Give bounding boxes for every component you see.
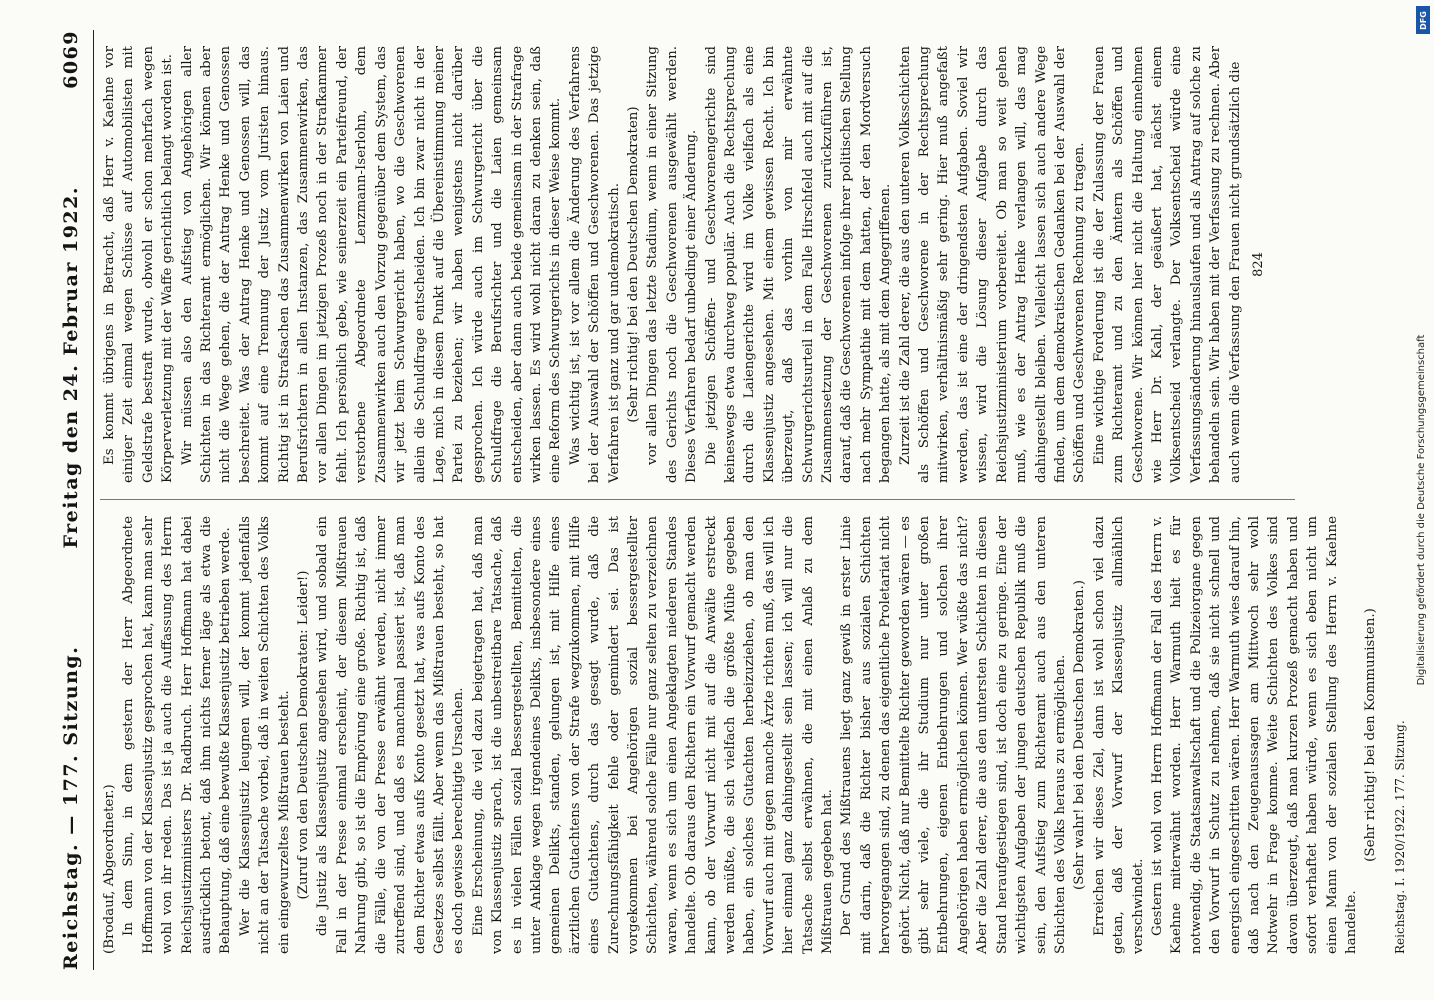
paragraph: Eine wichtige Forderung ist die der Zulassung der Frauen zum Richteramt und zu den Ämtern als Schöffen und Geschworene. Wir können hier nicht die Haltung einnehmen wie Herr Dr. Kahl, der geäußert hat, nächst einem Volksentscheid verlangte. Der Volksentscheid würde eine Verfassungsänderung hinauslaufen und als Antrag auf solche zu behandeln sein. Wir haben mit der Verfassung zu rechnen. Aber auch wenn die Verfassung den Frauen nicht grundsätzlich die [1091,46,1243,483]
page-footer-number: 824 [1250,252,1266,277]
paragraph: Erreichen wir dieses Ziel, dann ist wohl schon viel dazu getan, daß der Vorwurf der Klassenjustiz allmählich verschwindet. [1091,516,1146,954]
paragraph: In dem Sinn, in dem gestern der Herr Abgeordnete Hoffmann von der Klassenjustiz gesprochen hat, kann man sehr wohl von ihr reden. Das ist ja auch die Auffassung des Herrn Reichsjustizministers Dr. Radbruch. Herr Hoffmann hat dabei ausdrücklich betont, daß ihm nichts ferner läge als etwa die Behauptung, daß eine bewußte Klassenjustiz betrieben werde. [121,516,234,954]
paragraph: (Sehr wahr! bei den Deutschen Demokraten.) [1072,580,1088,890]
paragraph: Es kommt übrigens in Betracht, daß Herr v. Kaehne vor einiger Zeit einmal wegen Schüsse auf Automobilisten mit Geldstrafe bestraft wurde, obwohl er schon mehrfach wegen Körperverletzung mit der Waffe gerichtlich belangt worden ist. [102,46,176,483]
footer-text: Reichstag. I. 1920/1922. 177. Sitzung. [1392,720,1407,954]
left-paragraphs [119,516,1380,954]
header-center: Freitag den 24. Februar 1922. [60,186,82,549]
right-paragraphs [100,46,1245,483]
paragraph: vor allen Dingen das letzte Stadium, wenn in einer Sitzung des Gerichts noch die Geschworenen ausgewählt werden. Dieses Verfahren bedarf unbedingt einer Änderung. [645,46,700,483]
paragraph: Was wichtig ist, ist vor allem die Änderung des Verfahrens bei der Auswahl der Schöffen und Geschworenen. Das jetzige Verfahren ist ganz und gar undemokratisch. [567,46,622,483]
paragraph: Wer die Klassenjustiz leugnen will, der kommt jedenfalls nicht an der Tatsache vorbei, daß in weiten Schichten des Volks ein eingewurzeltes Mißtrauen besteht. [237,516,292,954]
paragraph: Gestern ist wohl von Herrn Hoffmann der Fall des Herrn v. Kaehne miterwähnt worden. Herr Warmuth hielt es für notwendig, die Staatsanwaltschaft und die Polizeiorgane gegen den Vorwurf in Schutz zu nehmen, daß sie nicht schnell und energisch eingeschritten wären. Herr Warmuth wies darauf hin, daß nach den Zeugenaussagen am Mittwoch sehr wohl Notwehr in Frage komme. Weite Schichten des Volkes sind davon überzeugt, daß man kurzen Prozeß gemacht haben und sofort verhaftet haben würde, wenn es sich eben nicht um einen Mann von der sozialen Stellung des Herrn v. Kaehne handelte. [1149,516,1359,954]
paragraph: (Sehr richtig! bei den Deutschen Demokraten) [625,106,641,423]
paragraph: Eine Erscheinung, die viel dazu beigetragen hat, daß man von Klassenjustiz sprach, ist die unbestreitbare Tatsache, daß es in vielen Fällen sozial Bessergestellten, Bemittelten, die unter Anklage wegen irgendeines Delikts, insbesondere eines gemeinen Delikts, standen, gelungen ist, mit Hilfe eines ärztlichen Gutachtens von der Strafe wegzukommen, mit Hilfe eines Gutachtens, durch das gesagt wurde, daß die Zurechnungsfähigkeit fehle oder gemindert sei. Das ist vorgekommen bei Angehörigen sozial bessergestellter Schichten, während solche Fälle nur ganz selten zu verzeichnen waren, wenn es sich um einen Angeklagten niederen Standes handelte. Ob daraus den Richtern ein Vorwurf gemacht werden kann, ob der Vorwurf nicht mit auf die Anwälte erstreckt werden müßte, die sich vielfach die größte Mühe gegeben haben, ein solches Gutachten herbeizuziehen, ob man den Vorwurf auch mit gegen manche Ärzte richten muß, das will ich hier einmal ganz dahingestellt sein lassen; ich will nur die Tatsache selbst erwähnen, die mit einen Anlaß zu dem Mißtrauen gegeben hat. [470,516,836,954]
paragraph: (Zuruf von den Deutschen Demokraten: Leider!) [296,570,312,900]
rotated-page [52,0,1407,1000]
dfg-logo: DFG [1416,6,1430,34]
paragraph: Der Grund des Mißtrauens liegt ganz gewiß in erster Linie mit darin, daß die Richter bisher aus sozialen Schichten hervorgegangen sind, zu denen das eigentliche Proletariat nicht gehört. Nicht, daß nur Bemittelte Richter geworden wären — es gibt sehr viele, die ihr Studium nur unter großen Entbehrungen, eigenen Entbehrungen und solchen ihrer Angehörigen haben ermöglichen können. Wer wüßte das nicht? Aber die Zahl derer, die aus den untersten Schichten in diesen Stand heraufgestiegen sind, ist doch eine zu geringe. Eine der wichtigsten Aufgaben der jungen deutschen Republik muß die sein, den Aufstieg zum Richteramt auch aus den unteren Schichten des Volks heraus zu ermöglichen. [839,516,1068,954]
paragraph: Wir müssen also den Aufstieg von Angehörigen aller Schichten in das Richteramt ermöglichen. Wir können aber nicht die Wege gehen, die der Antrag Henke und Genossen beschreitet. Was der Antrag Henke und Genossen will, das kommt auf eine Trennung der Justiz vom Juristen hinaus. Richtig ist in Strafsachen das Zusammenwirken von Laien und Berufsrichtern in allen Instanzen, das Zusammenwirken, das vor allen Dingen im jetzigen Prozeß noch in der Strafkammer fehlt. Ich persönlich gebe, wie seinerzeit ein Parteifreund, der verstorbene Abgeordnete Lenzmann-Iserlohn, dem Zusammenwirken auch den Vorzug gegenüber dem System, das wir jetzt beim Schwurgericht haben, wo die Geschworenen allein die Schuldfrage entscheiden. Ich bin zwar nicht in der Lage, mich in diesem Punkt auf die Übereinstimmung meiner Partei zu beziehen; wir haben wenigstens nicht darüber gesprochen. Ich würde auch im Schwurgericht über die Schuldfrage die Berufsrichter und die Laien gemeinsam entscheiden, aber dann auch beide gemeinsam in der Strafrage wirken lassen. Es wird wohl nicht daran zu denken sein, daß eine Reform des Schwurgerichts in dieser Weise kommt. [179,46,564,483]
page-header [60,30,94,970]
right-column [100,30,1295,500]
digitization-note: Digitalisierung gefördert durch die Deutsche Forschungsgemeinschaft [1416,334,1427,686]
header-left: Reichstag. — 177. Sitzung. [60,645,82,970]
paragraph: (Sehr richtig! bei den Kommunisten.) [1363,608,1379,862]
page-number: 6069 [60,30,82,89]
paragraph: Zurzeit ist die Zahl derer, die aus den unteren Volksschichten als Schöffen und Geschworene in der Rechtsprechung mitwirken, verhältnismäßig sehr gering. Hier muß angefaßt werden, das ist eine der dringendsten Aufgaben. Soviel wir wissen, wird die Lösung dieser Aufgabe durch das Reichsjustizministerium vorbereitet. Ob man so weit gehen muß, wie es der Antrag Henke verlangen will, das mag dahingestellt bleiben. Vielleicht lassen sich auch andere Wege finden, um dem demokratischen Gedanken bei der Auswahl der Schöffen und Geschworenen Rechnung zu tragen. [897,46,1088,483]
columns [100,30,1407,970]
left-footer [1391,516,1410,954]
paragraph: Die jetzigen Schöffen- und Geschworenengerichte sind keineswegs etwa durchweg populär. Auch die Rechtsprechung durch die Laiengerichte wird im Volke vielfach als eine Klassenjustiz angesehen. Mit einem gewissen Recht. Ich bin überzeugt, daß das vorhin von mir erwähnte Schwurgerichtsurteil in dem Falle Hirschfeld auch mit auf die Zusammensetzung der Geschworenen zurückzuführen ist, darauf, daß die Geschworenen infolge ihrer politischen Stellung nach mehr Sympathie mit dem hatten, der den Mordversuch begangen hatte, als mit dem Angegriffenen. [703,46,894,483]
paragraph: die Justiz als Klassenjustiz angesehen wird, und sobald ein Fall in der Presse einmal erscheint, der diesem Mißtrauen Nahrung gibt, so ist die Empörung eine große. Richtig ist, daß die Fälle, die von der Presse erwähnt werden, nicht immer zutreffend sind, und daß es manchmal passiert ist, daß man dem Richter etwas aufs Konto gesetzt hat, was aufs Konto des Gesetzes selbst fällt. Aber wenn das Mißtrauen besteht, so hat es doch gewisse berechtigte Ursachen. [315,516,467,954]
left-column [100,500,1407,970]
speaker-line: (Brodauf, Abgeordneter.) [102,784,117,954]
